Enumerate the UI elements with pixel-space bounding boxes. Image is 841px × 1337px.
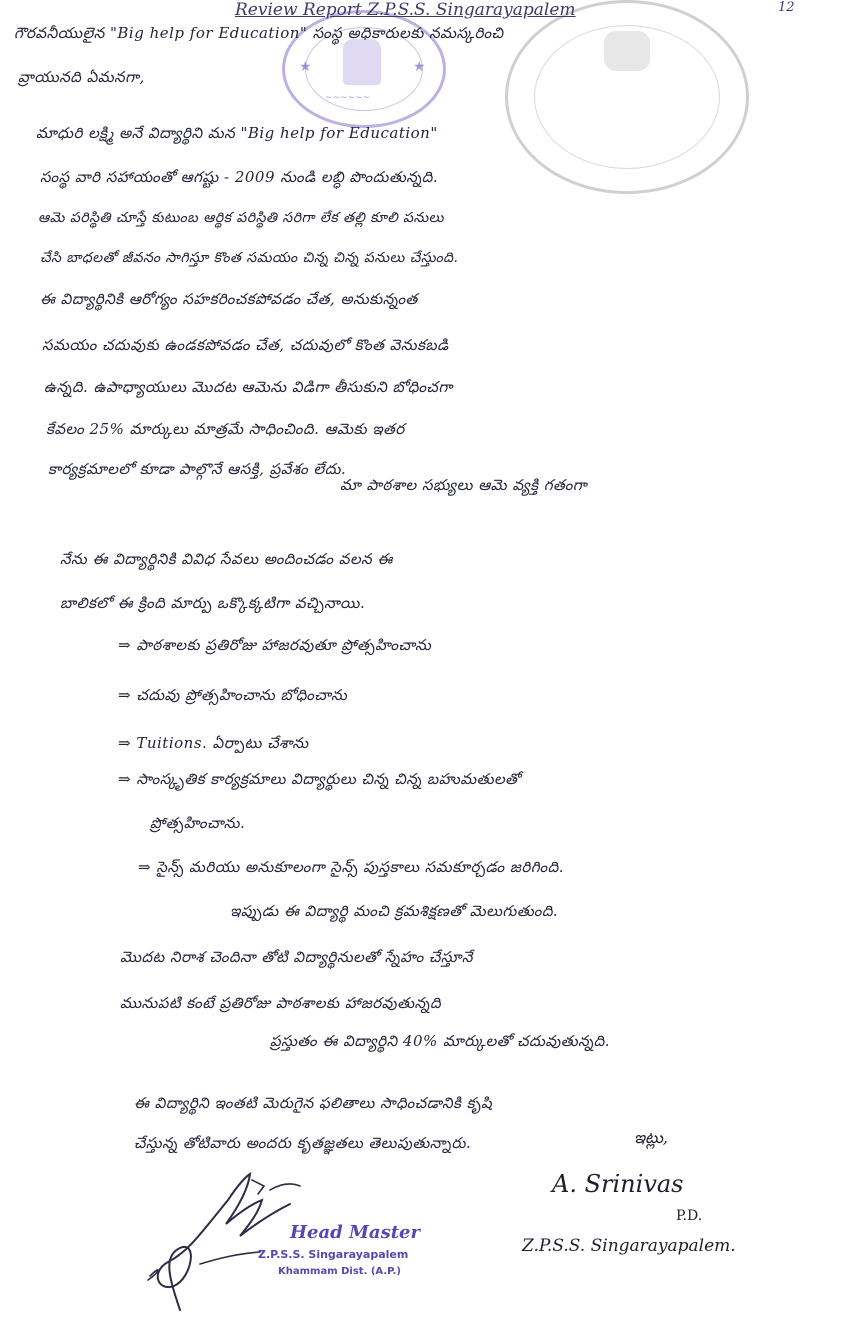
arrow-icon: ⇒ <box>118 770 137 788</box>
salutation-line: వ్రాయునది ఏమనగా, <box>18 68 145 86</box>
signer-designation: P.D. <box>676 1208 703 1224</box>
body-line: చేసి బాధలతో జీవనం సాగిస్తూ కొంత సమయం చిన్న చిన్న పనులు చేస్తుంది. <box>40 250 459 266</box>
bullet-item: ⇒ సైన్స్ మరియు అనుకూలంగా సైన్స్ పుస్తకాలు సమకూర్చడం జరిగింది. <box>138 858 564 876</box>
seal-star-icon: ★ <box>413 59 426 75</box>
signer-name: A. Srinivas <box>552 1170 684 1198</box>
body-line: సంస్థ వారి సహాయంతో ఆగష్టు - 2009 నుండి లబ్ధి పొందుతున్నది. <box>40 168 439 186</box>
arrow-icon: ⇒ <box>118 636 137 654</box>
report-heading: Review Report Z.P.S.S. Singarayapalem <box>235 0 576 20</box>
stamp-org: Z.P.S.S. Singarayapalem <box>258 1248 409 1261</box>
seal-star-icon: ★ <box>299 59 312 75</box>
body-line: ఇప్పుడు ఈ విద్యార్థి మంచి క్రమశిక్షణతో మెలుగుతుంది. <box>230 902 559 920</box>
body-line: ఈ విద్యార్థినికి ఆరోగ్యం సహకరించకపోవడం చేత, అనుకున్నంత <box>40 290 418 308</box>
body-line: మునుపటి కంటే ప్రతిరోజు పాఠశాలకు హాజరవుతున్నది <box>120 994 442 1012</box>
bullet-item: ⇒ Tuitions. ఏర్పాటు చేశాను <box>118 734 309 752</box>
bullet-item: ⇒ పాఠశాలకు ప్రతిరోజు హాజరవుతూ ప్రోత్సహించాను <box>118 636 432 654</box>
page-number: 12 <box>778 0 795 15</box>
salutation-line: గౌరవనీయులైన "Big help for Education" సంస్థ అధికారులకు నమస్కరించి <box>14 24 504 42</box>
stamp-district: Khammam Dist. (A.P.) <box>278 1266 402 1277</box>
signer-school: Z.P.S.S. Singarayapalem. <box>522 1236 736 1256</box>
closing-text: ఇట్లు, <box>634 1128 668 1147</box>
arrow-icon: ⇒ <box>138 858 157 876</box>
arrow-icon: ⇒ <box>118 686 137 704</box>
body-line: మొదట నిరాశ చెందినా తోటి విద్యార్థినులతో స్నేహం చేస్తూనే <box>120 948 473 966</box>
body-line: కేవలం 25% మార్కులు మాత్రమే సాధించింది. ఆమెకు ఇతర <box>46 420 405 438</box>
body-line: ఉన్నది. ఉపాధ్యాయులు మొదట ఆమెను విడిగా తీసుకుని బోధించగా <box>44 378 453 396</box>
office-seal-stamp <box>505 0 749 194</box>
body-line: మాధురి లక్ష్మి అనే విద్యార్థిని మన "Big help for Education" <box>36 124 438 142</box>
body-line: సమయం చదువుకు ఉండకపోవడం చేత, చదువులో కొంత వెనుకబడి <box>42 336 449 354</box>
headmaster-signature-icon <box>140 1160 320 1320</box>
national-emblem-icon <box>604 31 650 71</box>
body-line: మా పాఠశాల సభ్యులు ఆమె వ్యక్తి గతంగా <box>340 476 588 494</box>
body-line: బాలికలో ఈ క్రింది మార్పు ఒక్కొక్కటిగా వచ్చినాయి. <box>60 594 366 612</box>
bullet-item-continued: ప్రోత్సహించాను. <box>150 814 246 832</box>
body-line: నేను ఈ విద్యార్థినికి వివిధ సేవలు అందించడం వలన ఈ <box>60 550 393 568</box>
body-line: చేస్తున్న తోటివారు అందరు కృతజ్ఞతలు తెలుపుతున్నారు. <box>134 1134 472 1152</box>
body-line: కార్యక్రమాలలో కూడా పాల్గొనే ఆసక్తి, ప్రవేశం లేదు. <box>48 460 347 478</box>
bullet-item: ⇒ చదువు ప్రోత్సహించాను బోధించాను <box>118 686 348 704</box>
body-line: ప్రస్తుతం ఈ విద్యార్థిని 40% మార్కులతో చదువుతున్నది. <box>270 1032 611 1050</box>
body-line: ఈ విద్యార్థిని ఇంతటి మెరుగైన ఫలితాలు సాధించడానికి కృషి <box>134 1094 493 1112</box>
stamp-title: Head Master <box>290 1222 420 1243</box>
seal-text-mark: ∼∼∼∼∼∼ <box>325 93 371 103</box>
arrow-icon: ⇒ <box>118 734 137 752</box>
bullet-item: ⇒ సాంస్కృతిక కార్యక్రమాలు విద్యార్థులు చిన్న చిన్న బహుమతులతో <box>118 770 521 788</box>
body-line: ఆమె పరిస్థితి చూస్తే కుటుంబ ఆర్థిక పరిస్థితి సరిగా లేక తల్లి కూలి పనులు <box>38 210 444 226</box>
